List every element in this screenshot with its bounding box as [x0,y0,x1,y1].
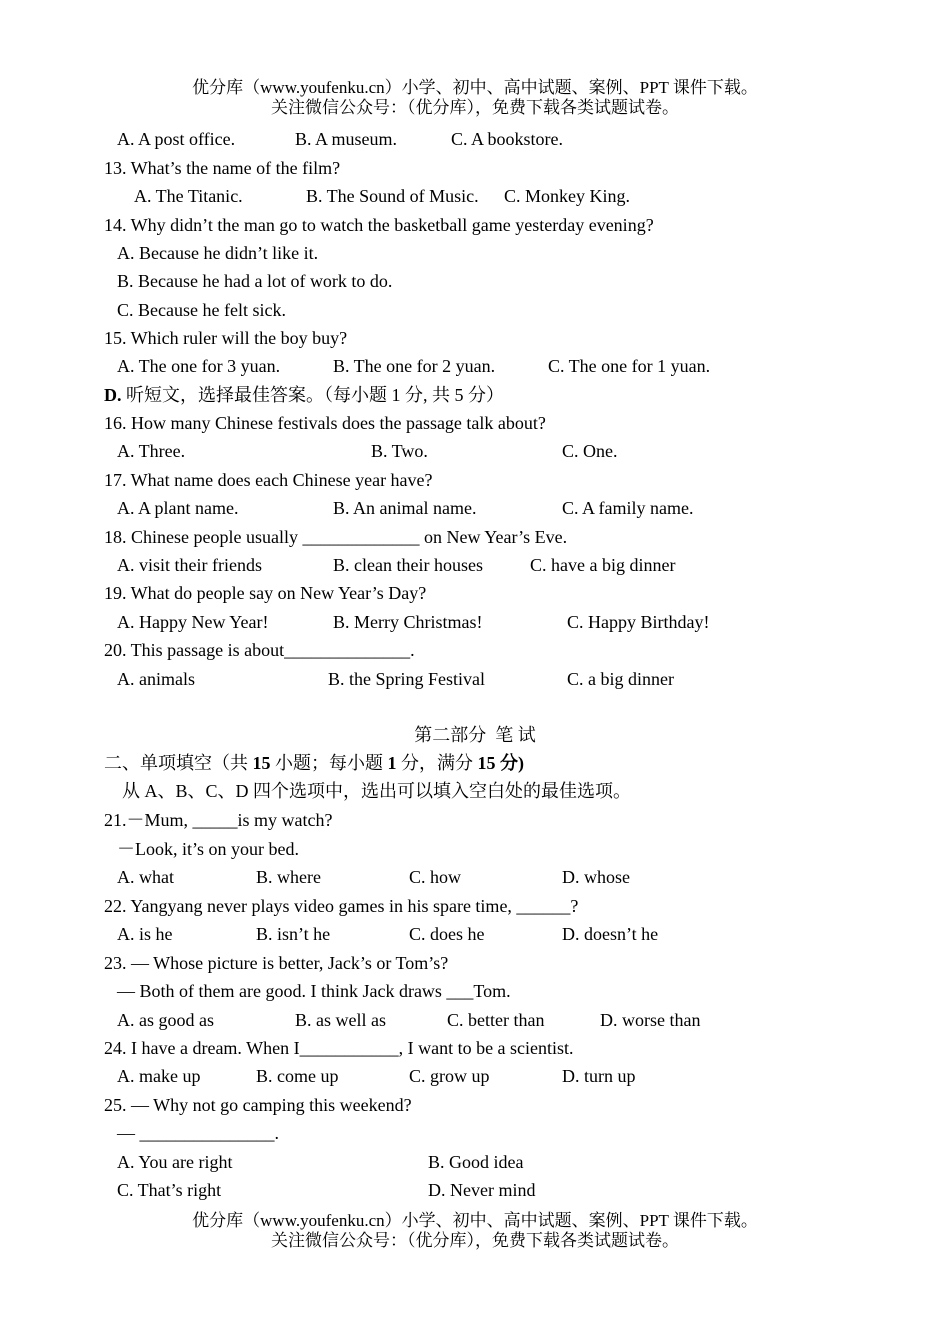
q16-option-c: C. One. [562,441,618,461]
q20-option-c: C. a big dinner [567,669,674,689]
q23-option-a: A. as good as [117,1010,214,1030]
q25-option-b: B. Good idea [428,1152,524,1172]
q16-stem: 16. How many Chinese festivals does the passage talk about? [104,413,546,433]
q23-stem-2: — Both of them are good. I think Jack draws ___Tom. [117,981,511,1001]
q19-option-b: B. Merry Christmas! [333,612,483,632]
q18-stem: 18. Chinese people usually _____________ on New Year’s Eve. [104,527,568,547]
part2-heading-mid2: 分，满分 [396,753,478,773]
q23-option-c: C. better than [447,1010,545,1030]
q21-option-c: C. how [409,867,462,887]
q20-option-b: B. the Spring Festival [328,669,485,689]
q24-option-d: D. turn up [562,1066,636,1086]
q19-option-c: C. Happy Birthday! [567,612,710,632]
part2-heading-score-total: 15 [477,753,496,773]
q25-stem-1: 25. — Why not go camping this weekend? [104,1095,412,1115]
section-d-heading [104,384,504,406]
q23-option-b: B. as well as [295,1010,386,1030]
header-line-1: 优分库（www.youfenku.cn）小学、初中、高中试题、案例、PPT 课件下载。 [192,78,758,97]
q25-option-d: D. Never mind [428,1180,536,1200]
q25-option-c: C. That’s right [117,1180,222,1200]
q12-option-b: B. A museum. [295,129,398,149]
q21-option-a: A. what [117,867,174,887]
q17-option-c: C. A family name. [562,498,694,518]
q14-option-c: C. Because he felt sick. [117,300,286,320]
q20-stem: 20. This passage is about______________. [104,640,415,660]
q17-option-a: A. A plant name. [117,498,239,518]
section-d-label: D. [104,385,122,405]
q21-option-d: D. whose [562,867,630,887]
q22-option-c: C. does he [409,924,485,944]
q21-stem-1: 21.－Mum, _____is my watch? [104,810,333,830]
q22-stem: 22. Yangyang never plays video games in his spare time, ______? [104,896,579,916]
part2-heading-mid1: 小题；每小题 [270,753,388,773]
q13-stem: 13. What’s the name of the film? [104,158,341,178]
part2-title: 第二部分 笔 试 [414,725,536,745]
q15-option-b: B. The one for 2 yuan. [333,356,496,376]
q22-option-a: A. is he [117,924,173,944]
q20-option-a: A. animals [117,669,195,689]
footer-line-2: 关注微信公众号：（优分库），免费下载各类试题试卷。 [271,1231,679,1250]
footer-line-1: 优分库（www.youfenku.cn）小学、初中、高中试题、案例、PPT 课件下载。 [192,1211,758,1230]
part2-heading-score-each: 1 [387,753,397,773]
q16-option-a: A. Three. [117,441,186,461]
q23-stem-1: 23. — Whose picture is better, Jack’s or Tom’s? [104,953,449,973]
part2-instruction: 从 A、B、C、D 四个选项中，选出可以填入空白处的最佳选项。 [122,781,632,801]
q12-option-a: A. A post office. [117,129,236,149]
q19-stem: 19. What do people say on New Year’s Day? [104,583,427,603]
q15-option-c: C. The one for 1 yuan. [548,356,711,376]
q22-option-d: D. doesn’t he [562,924,659,944]
q23-option-d: D. worse than [600,1010,701,1030]
part2-heading [104,752,524,774]
part2-heading-post: 分) [495,753,524,773]
q17-option-b: B. An animal name. [333,498,477,518]
q14-option-a: A. Because he didn’t like it. [117,243,319,263]
q19-option-a: A. Happy New Year! [117,612,269,632]
q14-stem: 14. Why didn’t the man go to watch the basketball game yesterday evening? [104,215,654,235]
q24-option-a: A. make up [117,1066,201,1086]
q24-option-b: B. come up [256,1066,339,1086]
q24-stem: 24. I have a dream. When I___________, I want to be a scientist. [104,1038,574,1058]
header-line-2: 关注微信公众号：（优分库），免费下载各类试题试卷。 [271,98,679,117]
q12-option-c: C. A bookstore. [451,129,564,149]
q15-option-a: A. The one for 3 yuan. [117,356,281,376]
q25-option-a: A. You are right [117,1152,233,1172]
part2-heading-count: 15 [252,753,271,773]
q18-option-c: C. have a big dinner [530,555,676,575]
q17-stem: 17. What name does each Chinese year have? [104,470,433,490]
q13-option-b: B. The Sound of Music. [306,186,479,206]
q15-stem: 15. Which ruler will the boy buy? [104,328,348,348]
q24-option-c: C. grow up [409,1066,490,1086]
q14-option-b: B. Because he had a lot of work to do. [117,271,393,291]
q18-option-a: A. visit their friends [117,555,262,575]
q22-option-b: B. isn’t he [256,924,331,944]
q21-option-b: B. where [256,867,321,887]
part2-heading-pre: 二、单项填空（共 [104,753,253,773]
section-d-text: 听短文，选择最佳答案。（每小题 1 分, 共 5 分） [121,385,504,405]
q13-option-c: C. Monkey King. [504,186,630,206]
q13-option-a: A. The Titanic. [134,186,243,206]
q16-option-b: B. Two. [371,441,428,461]
q21-stem-2: －Look, it’s on your bed. [117,839,299,859]
q25-stem-2: — _______________. [117,1123,279,1143]
q18-option-b: B. clean their houses [333,555,483,575]
